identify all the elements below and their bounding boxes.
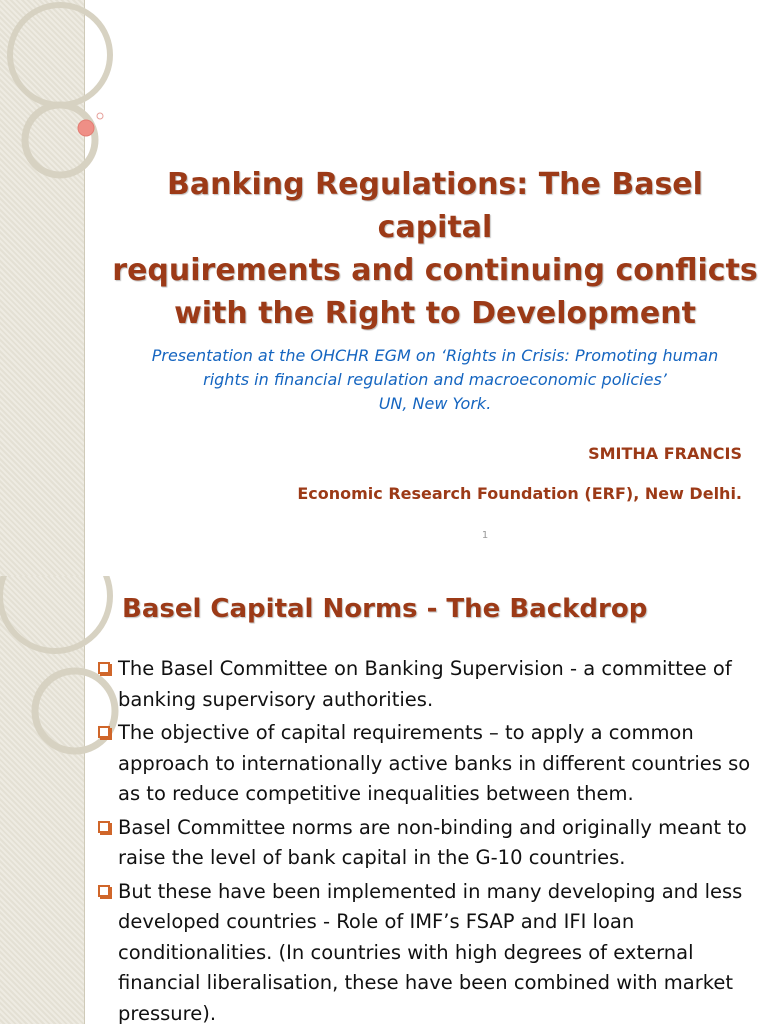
checkbox-bullet-icon [98, 726, 110, 738]
checkbox-bullet-icon [98, 821, 110, 833]
slide-2 [0, 576, 768, 1024]
list-item: But these have been implemented in many developing and less developed countries - Role of IMF’s FSAP and IFI loan conditionalities. (In countries with high degrees of external financial liberalisation, these have been combined with market pressure). [98, 877, 758, 1024]
checkbox-bullet-icon [98, 662, 110, 674]
circle-decoration-icon [0, 0, 120, 200]
bullet-list [98, 654, 758, 1024]
checkbox-bullet-icon [98, 885, 110, 897]
slide-title: Banking Regulations: The Basel capital requirements and continuing conflicts with the Right to Development [112, 167, 758, 331]
slide-subtitle: Presentation at the OHCHR EGM on ‘Rights in Crisis: Promoting human rights in financial regulation and macroeconomic policies’ UN, New York. [151, 346, 719, 413]
list-item: Basel Committee norms are non-binding and originally meant to raise the level of bank capital in the G-10 countries. [98, 813, 758, 874]
slide-heading: Basel Capital Norms - The Backdrop [122, 594, 648, 624]
organization-name: Economic Research Foundation (ERF), New Delhi. [297, 484, 742, 503]
list-item: The Basel Committee on Banking Supervision - a committee of banking supervisory authorities. [98, 654, 758, 715]
author-name: SMITHA FRANCIS [588, 444, 742, 463]
page-number: 1 [481, 530, 489, 541]
list-item: The objective of capital requirements – to apply a common approach to internationally active banks in different countries so as to reduce competitive inequalities between them. [98, 718, 758, 810]
